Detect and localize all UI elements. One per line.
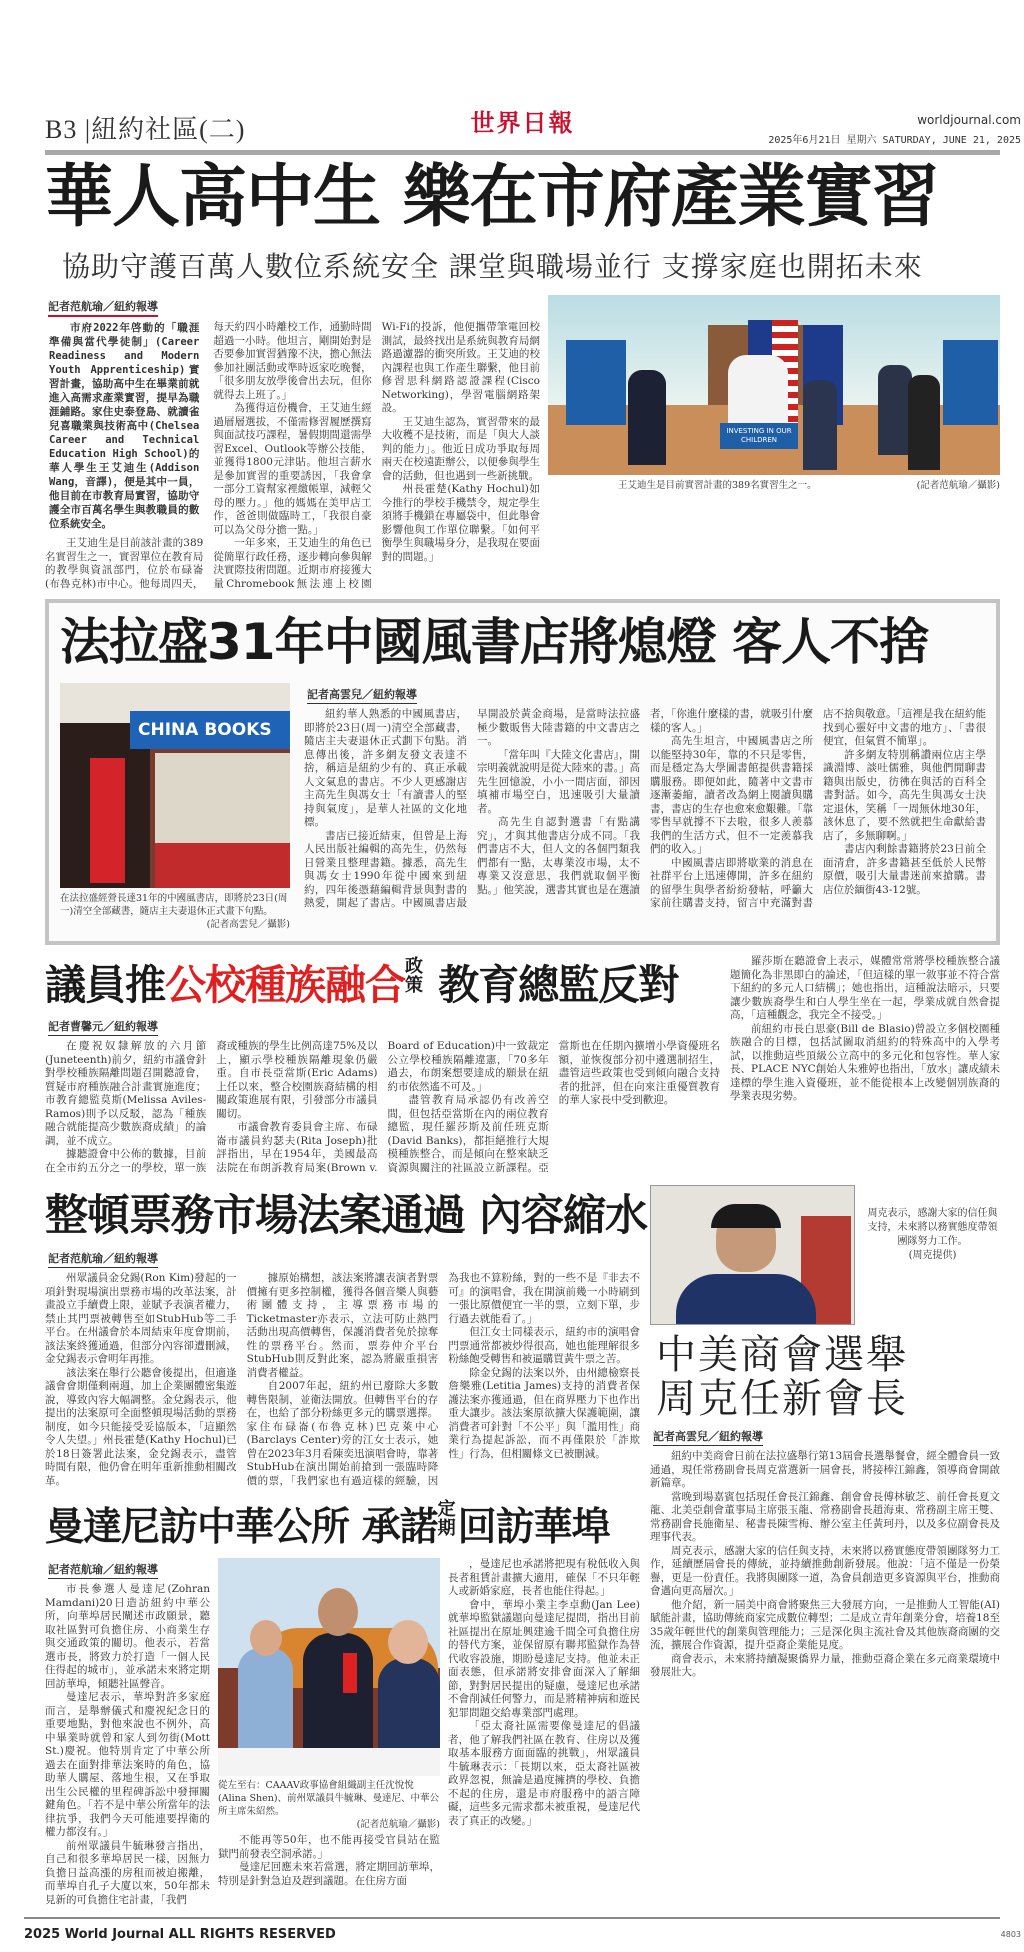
article2-photo <box>60 683 290 888</box>
article5-photo <box>218 1558 440 1776</box>
paragraph: 前紐約市長白思豪(Bill de Blasio)曾設立多個校園種族融合的目標，包括試圖取消紐約的特殊高中的入學考試，以推動這些頂級公立高中的多元化和包容性。華人家長、PLACE NYC創始人朱雅婷也指出，「放水」讓成績未達標的學生進入資優班，並不能從根本上改變個別族裔的學業表現劣勢。 <box>730 1022 1000 1102</box>
paragraph: 不能再等50年，也不能再接受官員站在監獄門前發表空洞承諾。」 <box>218 1834 440 1860</box>
article1-byline: 記者范航瑜／紐約報導 <box>48 298 158 317</box>
paragraph: 中國風書店即將歇業的消息在社群平台上迅速傳開，許多在紐約的留學生與學者紛紛發帖，呼籲大家前往購書支持，留言中充滿對書店不捨與敬意。「這裡是我在紐約能找到心靈好中文書的地方」、「書很便宜，但氣質不簡單」。 <box>650 708 986 909</box>
article4-headline: 整頓票務市場法案通過 內容縮水 <box>45 1191 647 1241</box>
paragraph: 王艾迪生認為，實習帶來的最大收穫不是技術，而是「與大人談判的能力」。他近日成功爭取每周兩天在校遠距辦公，以便參與學生會的活動，但也遇到一些新挑戰。 <box>381 415 540 482</box>
podium-sign: INVESTING IN OUR CHILDREN <box>720 423 798 449</box>
article5-photo-caption <box>218 1779 440 1831</box>
headline-part: 議員推 <box>45 961 165 1009</box>
article1-photo <box>548 295 1000 475</box>
article3-body <box>45 1040 720 1175</box>
paragraph: 高先生坦言，中國風書店之所以能堅持30年，靠的不只是零售，而是穩定為大學圖書館提供書籍採購服務。即便如此，隨著中文書市逐漸萎縮，讀者改為網上閱讀與購書，書店的生存也愈來愈艱難。「靠零售早就撐不下去啦，很多人羨慕我們的生活方式，但不一定羨慕我們的收入。」 <box>650 735 813 855</box>
paragraph: 書店已接近結束，但曾是上海人民出版社編輯的高先生，仍然每日營業且整理書籍。據悉，高先生與馮女士1990年從中國來到紐約，四年後憑藉編輯背景與對書的熱愛，開起了書店。中國風書店最早開設於黃金商場，是當時法拉盛極少數販售大陸書籍的中文書店之一。 <box>304 708 640 909</box>
article5 <box>45 1498 640 1907</box>
photo-credit: (記者高雲兒／攝影) <box>206 919 290 930</box>
sidebar-photo-caption <box>865 1207 1000 1263</box>
paragraph: ，曼達尼也承諾將把現有稅低收入與長者租賃計畫擴大適用，確保「不只年輕人或新婚家庭，長者也能住得起。」 <box>448 1558 640 1597</box>
paragraph: 一年多來，王艾迪生的角色已從簡單行政任務，逐步轉向參與解決實際技術問題。近期市府接獲大量Chromebook無法連上校園Wi-Fi的投訴，他便攜帶筆電回校測試，最終找出是系統與教育局網路過濾器的衝突所致。王艾迪的校內課程也與工作產生聯繫，他目前修習思科網路認證課程(Cisco Networking)，學習電腦網路架設。 <box>213 321 540 590</box>
paragraph: 但江女士同樣表示，紐約市的演唱會門票通常都被炒得很高，她也能理解很多粉絲飽受轉售和被逼購買黃牛票之苦。 <box>448 1326 640 1365</box>
paragraph: 書店內剩餘書籍將於23日前全面清倉，許多書籍甚至低於人民幣原價，吸引大量書迷前來搶購。書店位於緬街43-12號。 <box>823 843 986 896</box>
article2-body <box>304 708 986 911</box>
paragraph: 自2007年起，紐約州已廢除大多數轉售限制，並衛法開放。但轉售平台的存在，也給了部分粉絲更多元的購票選擇。家住布碌崙(布魯克林)巴克萊中心(Barclays Center)旁的江女士表示，她曾在2023年3月看陳奕迅演唱會時，靠著StubHub在演出開始前搶到一張臨時降價的票，「我們家也有過這樣的經驗，因為我也不算粉絲，對的一些不是『非去不可』的演唱會，我在開演前幾一小時刷到一張比原價便宜一半的票，立刻下單，步行過去就能看了。」 <box>246 1272 640 1487</box>
caption-text: 從左至右：CAAAV政事協會組織副主任沈悅悅(Alina Shen)、前州眾議員牛毓琳、曼達尼、中華公所主席朱紹然。 <box>218 1780 440 1817</box>
microphone <box>343 1653 357 1693</box>
footer-rule <box>24 1917 1000 1919</box>
article2-box <box>45 599 1000 945</box>
section-name: 紐約社區(二) <box>91 115 246 144</box>
section-label: B3 |紐約社區(二) <box>45 115 246 144</box>
headline-small: 定期 <box>437 1499 456 1539</box>
paragraph: 盡管教育局承認仍有改善空間，但包括亞當斯在內的兩位教育總監，現任羅莎斯及前任班克斯(David Banks)，都拒絕推行大規模種族整合，而是傾向在整來缺乏資源與關注的社區設立新課程。亞當斯也在任期內擴增小學資優班名額，並恢復部分初中遴選制招生，盡管這些政策也受到傾向融合支持者的批評，但在向來注重優質教育的華人家長中受到歡迎。 <box>387 1040 720 1174</box>
paragraph: 市議會教育委員會主席、布碌崙市議員約瑟夫(Rita Joseph)批評指出，早在1954年，美國最高法院在布朗訴教育局案(Brown v. Board of Education)中一致裁定公立學校種族隔離違憲，「70多年過去，布朗案想要達成的願景在紐約市依然遙不可及。」 <box>216 1040 549 1174</box>
article3-byline: 記者曹馨元／紐約報導 <box>48 1018 158 1036</box>
headline-line: 周克任新會長 <box>656 1376 908 1422</box>
paragraph: 前州眾議員牛毓琳發言指出，自己和很多華埠居民一樣，因無力負擔日益高漲的房租而被迫搬離，而華埠自孔子大廈以來，50年都未見新的可負擔住宅計畫，「我們 <box>45 1839 210 1906</box>
issue-date: 2025年6月21日 星期六 SATURDAY, JUNE 21, 2025 <box>768 135 1021 146</box>
paragraph: 羅莎斯在聽證會上表示，媒體常常將學校種族整合議題簡化為非黑即白的論述，「但這樣的單一敘事並不符合當下紐約的多元人口結構」；她也指出，這種說法暗示，只要讓少數族裔學生和白人學生坐在一起，學業成就自然會提高，「這種觀念，我完全不接受。」 <box>730 955 1000 1021</box>
article1-photo-caption-row <box>548 479 1000 492</box>
paragraph: 「當年叫『大陸文化書店』，開宗明義就說明是從大陸來的書。」高先生回憶說，小小一間店面，卻因填補市場空白，迅速吸引大量讀者。 <box>477 748 640 815</box>
paragraph: 據原始構想，該法案將讓表演者對票價擁有更多控制權，獲得各個音樂人與藝術團體支持，主導票務市場的Ticketmaster亦表示，立法可防止熱門活動出現高價轉售，保護消費者免於掠奪性的票務平台。然而，票券仲介平台StubHub則反對此案，認為將嚴重損害消費者權益。 <box>246 1272 439 1379</box>
paragraph: 曼達尼表示，華埠對許多家庭而言，是舉辦儀式和慶祝紀念日的重要地點，對他來說也不例外，高中畢業時就曾和家人到勿街(Mott St.)慶祝。他特別肯定了中華公所過去在面對排華法案時的角色，協助華人購屋、落地生根，又在爭取出生公民權的里程碑訴訟中發揮關鍵角色。「若不是中華公所當年的法律抗爭，我們今天可能連要捍衛的權力都沒有。」 <box>45 1691 210 1838</box>
article2-byline: 記者高雲兒／紐約報導 <box>307 686 417 704</box>
paragraph: 州長霍楚(Kathy Hochul)如今推行的學校手機禁令，規定學生須將手機鎖在專屬袋中，但此舉會影響他與工作單位聯繫。「如何平衡學生與職場身分，是我現在要面對的問題。」 <box>381 483 540 563</box>
article1-intro: 市府2022年啓動的「職涯準備與當代學徒制」(Career Readiness and Modern Youth Apprenticeship)實習計畫，協助高中生在畢業前就進入高需求產業實習，提早為職涯鋪路。家住史泰登島、就讀雀兒喜職業與技術高中(Chelsea Career and Technical Education High School)的華人學生王艾迪生(Addison Wang，音譯)，便是其中一員，他目前在市教育局實習，協助守護全市百萬名學生與教職員的數位系統安全。 <box>49 322 200 530</box>
headline-highlight: 公校種族融合 <box>165 961 405 1009</box>
paragraph: 在慶祝奴隸解放的六月節(Juneteenth)前夕，紐約市議會針對學校種族隔離問題召開聽證會，質疑市府種族融合計畫實施進度；市教育總監莫斯(Melissa Aviles-Ramos)則予以反駁，認為「種族融合就能提高少數族裔成績」的論調，並不成立。 <box>45 1040 207 1147</box>
article5-byline: 記者范航瑜／紐約報導 <box>48 1561 158 1579</box>
article3-right-column <box>730 955 1000 1104</box>
paragraph: 曼達尼回應未來若當選，將定期回訪華埠，特別是針對急迫及趕到議題。在住房方面 <box>218 1861 440 1887</box>
paragraph: 周克表示，感謝大家的信任與支持，未來將以務實態度帶領團隊努力工作，延續歷屆會長的傳統，並持續推動創新發展。他說：「這不僅是一份榮譽，更是一份責任。我將與團隊一道，為會員創造更多資源與平台，推動商會邁向更高層次。」 <box>650 1544 1000 1597</box>
article3-headline <box>45 955 720 1015</box>
paragraph: 紐約中美商會日前在法拉盛舉行第13屆會長選舉餐會，經全體會員一致通過，現任常務副會長周克當選新一屆會長，將接棒江錦鑫，領導商會開啟新篇章。 <box>650 1450 1000 1489</box>
article1 <box>45 295 1000 591</box>
paragraph: 紐約華人熟悉的中國風書店，即將於23日(周一)清空全部藏書，隨店主夫妻退休正式劃下句點。消息傳出後，許多網友發文表達不捨，稱這是紐約少有的、真正承載人文氣息的書店。不少人更感謝店主高先生與馮女士「有讀書人的堅持與氣度」，是華人社區的文化地標。 <box>304 708 467 828</box>
article1-headline: 華人高中生 樂在市府產業實習 <box>45 158 939 237</box>
paragraph: 王艾迪生是目前該計畫的389名實習生之一，實習單位在教育局的教學與資訊部門，位於布碌崙(布魯克林)市中心。他每周四天，每天約四小時離校工作，通勤時間超過一小時。他坦言，剛開始對是否要參加實習猶豫不決，擔心無法參加社團活動或準時返家吃晚餐，「很多朋友放學後會出去玩，但你就得去上班了。」 <box>45 321 372 590</box>
article5-col3 <box>448 1558 640 1828</box>
article1-body <box>45 321 540 591</box>
headline-line: 中美商會選舉 <box>656 1332 908 1378</box>
article1-subheadline: 協助守護百萬人數位系統安全 課堂與職場並行 支撐家庭也開拓未來 <box>62 250 923 283</box>
sidebar-photo <box>650 1185 855 1325</box>
poster-left <box>566 340 626 425</box>
headline-part: 回訪華埠 <box>457 1505 610 1550</box>
sidebar <box>650 1185 1000 1680</box>
photo-credit: (周克提供) <box>908 1250 957 1261</box>
article4-byline: 記者范航瑜／紐約報導 <box>48 1250 158 1268</box>
article5-headline <box>45 1498 640 1558</box>
store-sign: CHINA BOOKS <box>130 711 290 749</box>
paragraph: 會中，華埠小業主李卓勳(Jan Lee)就華埠監獄議題向曼達尼提問，指出目前社區提出在原址興建逾千間全可負擔住房的替代方案，並保留原有聯邦監獄作為替代收容設施，期盼曼達尼支持。他並未正面表態，但承諾將安排會面深入了解細節，對對居民提出的疑慮，曼達尼也承諾不會削減任何警力，而是將精神病和遊民犯罪問題交給專業部門處理。 <box>448 1598 640 1719</box>
paragraph: 當晚到場嘉賓包括現任會長江錦鑫、創會會長傅林敏芝、前任會長夏文龍、北美亞創會董事局主席張玉龍、常務副會長趙海東、常務副主席王雙、常務副會長施衛星、秘書長陳雪梅、辦公室主任黃珂丹，以及多位副會長及理事代表。 <box>650 1490 1000 1543</box>
caption-text: 周克表示，感謝大家的信任與支持，未來將以務實態度帶領團隊努力工作。 <box>867 1208 998 1247</box>
paragraph: 許多網友特別稱讚兩位店主學識淵博、談吐儒雅，與他們閒聊書籍與出版史，彷彿在與活的百科全書對話。如今，高先生與馮女士決定退休，笑稱「一周無休地30年，該休息了，要不然就把生命獻給書店了，多無聊啊。」 <box>823 748 986 842</box>
paragraph: 州眾議員金兌錫(Ron Kim)發起的一項針對現場演出票務市場的改革法案，計畫設立手續費上限，並賦予表演者權力，禁止其門票被轉售至如StubHub等二手平台。在州議會於本周結束年度會期前，該法案終獲通過，但部分內容卻遭刪減，金兌錫表示會明年再推。 <box>45 1272 237 1365</box>
article5-col2 <box>218 1834 440 1888</box>
sidebar-headline <box>656 1333 1000 1421</box>
paragraph: 據聽證會中公佈的數據，目前在全市約五分之一的學校，單一族裔或種族的學生比例高達75%及以上，顯示學校種族隔離現象仍嚴重。自市長亞當斯(Eric Adams)上任以來，整合校園族裔結構的相關政策進展有限，引發部分市議員關切。 <box>45 1040 378 1174</box>
paragraph: 他介紹，新一屆美中商會將聚焦三大發展方向，一是推動人工智能(AI)賦能計畫，協助傳統商家完成數位轉型；二是成立青年創業分會，培養18至35歲年輕世代的創業與管理能力；三是深化與主流社會及其他族裔商團的交流，擴展合作資源，提升亞裔企業能見度。 <box>650 1598 1000 1651</box>
gstar-banner <box>90 758 125 883</box>
newspaper-logo: 世界日報 <box>470 108 575 137</box>
headline-part: 曼達尼訪中華公所 承諾 <box>45 1505 438 1550</box>
page-code-footer: 4803 <box>1000 1930 1021 1939</box>
paragraph: 高先生自認對選書「有點講究」，才與其他書店分成不同。「我們書店不大，但人文的各個門類我們都有一點，太專業沒市場，太不專業又沒意思，我們就取個平衡點。」他笑說，選書其實也是在選讀者，「你進什麼樣的書，就吸引什麼樣的客人。」 <box>477 708 813 896</box>
article4-body <box>45 1272 640 1488</box>
poster-right <box>943 340 998 425</box>
paragraph: 除金兌錫的法案以外，由州總檢察長詹樂雅(Letitia James)支持的消費者保護法案亦獲通過，但在商界壓力下也作出重大讓步。該法案原欲擴大保護範圍，讓消費者可針對「不公平」與「濫用性」商業行為提起訴訟，而不再僅限於「詐欺性」行為，但相關條文已被刪減。 <box>448 1366 640 1460</box>
header-rule <box>45 150 1000 155</box>
newspaper-page <box>24 0 1021 1942</box>
paragraph: 為獲得這份機會，王艾迪生經過層層選拔，不僅需修習履歷撰寫與面試技巧課程，暑假期間還需學習Excel、Outlook等辦公技能，並獲得1800元津貼。他坦言薪水是參加實習的重要誘因，「我會拿一部分工資幫家裡繳帳單，減輕父母的壓力。」他的媽媽在美甲店工作，爸爸則做臨時工，「我很自豪可以為父母分擔一點。」 <box>213 402 372 536</box>
article4 <box>45 1185 647 1488</box>
article5-col1 <box>45 1583 210 1907</box>
photo-credit: (記者范航瑜／攝影) <box>356 1819 440 1830</box>
headline-part: 教育總監反對 <box>438 961 679 1009</box>
headline-small: 政策 <box>405 956 423 996</box>
paragraph: 「亞太裔社區需要像曼達尼的倡議者，他了解我們社區在教育、住房以及獲取基本服務方面面臨的挑戰」，州眾議員牛毓琳表示：「長期以來，亞太裔社區被政界忽視，無論是過度擁擠的學校、負擔不起的住房，還是市府服務中的語言障礙，這些多元需求都未被重視，曼達尼代表了真正的改變。」 <box>448 1720 640 1827</box>
paragraph: 該法案在舉行公聽會後提出，但適逢議會會期僅剩兩週，加上企業團體密集遊說，導致內容大幅調整。金兌錫表示，他提出的法案原可全面整頓現場活動的票務制度，如今只能接受妥協版本，「這顯然令人失望。」州長霍楚(Kathy Hochul)已於18日簽署此法案，金兌錫表示，盡管時間有限，他仍會在明年重新推動相關改革。 <box>45 1366 237 1487</box>
sidebar-body <box>650 1450 1000 1680</box>
masthead <box>45 96 1021 146</box>
website: worldjournal.com <box>917 113 1021 127</box>
caption-text: 在法拉盛經營長達31年的中國風書店，即將於23日(周一)清空全部藏書，隨店主夫妻退休正式畫下句點。 <box>60 893 288 917</box>
page-code: B3 <box>45 115 78 144</box>
copyright: 2025 World Journal ALL RIGHTS RESERVED <box>24 1927 336 1942</box>
sidebar-byline: 記者高雲兒／紐約報導 <box>653 1428 763 1446</box>
article3 <box>45 955 1000 1175</box>
article2-headline: 法拉盛31年中國風書店將熄燈 客人不捨 <box>60 613 928 671</box>
paragraph: 商會表示，未來將持續凝聚僑界力量，推動亞裔企業在多元商業環境中發展壯大。 <box>650 1652 1000 1678</box>
article1-photo-caption: 王艾迪生是目前實習計畫的389名實習生之一。 <box>618 480 817 491</box>
article1-photo-credit: (記者范航瑜／攝影) <box>916 480 1000 491</box>
article2-photo-caption <box>60 892 290 931</box>
paragraph: 市長參選人曼達尼(Zohran Mamdani)20日造訪紐約中華公所，向華埠居民闡述市政願景，聽取社區對可負擔住房、小商業生存與交通政策的關切。他表示，若當選市長，將致力於打造「一個人民住得起的城市」，並承諾未來將定期回訪華埠，傾聽社區聲音。 <box>45 1583 210 1690</box>
